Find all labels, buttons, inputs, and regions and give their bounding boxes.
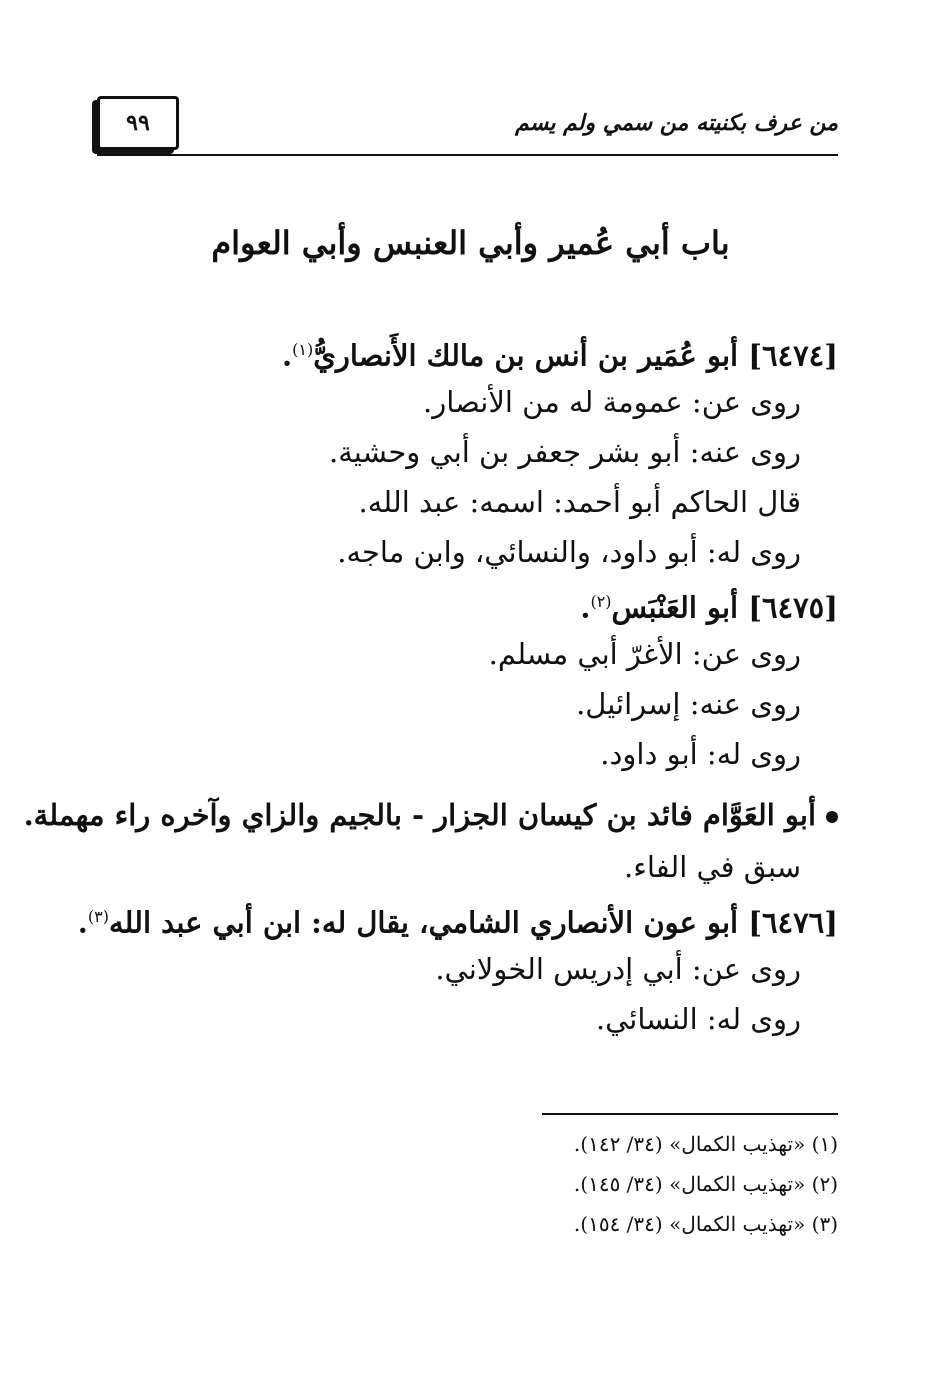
entry-line: روى له: النسائي. [595, 1002, 801, 1036]
entry-heading [580, 582, 838, 628]
entry-heading [78, 897, 838, 943]
entry-number: [٦٤٧٤] [748, 338, 838, 373]
page-number: ٩٩ [97, 96, 179, 150]
footnote-ref: (١) [292, 340, 314, 359]
entry-name: أبو العَنْبَس [611, 590, 739, 625]
bullet-entry [24, 795, 838, 835]
running-title: من عرف بكنيته من سمي ولم يسم [515, 110, 838, 136]
bullet-icon [826, 811, 838, 823]
footnote: (١) «تهذيب الكمال» (٣٤/ ١٤٢). [573, 1132, 838, 1156]
entry-line: روى عن: أبي إدريس الخولاني. [435, 952, 801, 986]
entry-line: قال الحاكم أبو أحمد: اسمه: عبد الله. [358, 485, 801, 519]
footnote-ref: (٢) [590, 592, 612, 611]
footnote-rule [542, 1113, 838, 1115]
footnote: (٢) «تهذيب الكمال» (٣٤/ ١٤٥). [573, 1172, 838, 1196]
entry-line: روى عنه: أبو بشر جعفر بن أبي وحشية. [328, 435, 801, 469]
entry-end: . [580, 590, 591, 625]
entry-end: . [77, 905, 88, 940]
entry-line: روى عن: الأغرّ أبي مسلم. [488, 637, 801, 671]
chapter-title: باب أبي عُمير وأبي العنبس وأبي العوام [211, 224, 730, 262]
entry-heading [282, 330, 838, 376]
entry-line: روى عنه: إسرائيل. [576, 687, 801, 721]
entry-line: روى عن: عمومة له من الأنصار. [423, 385, 801, 419]
bullet-entry-note: سبق في الفاء. [624, 850, 801, 884]
entry-number: [٦٤٧٥] [748, 590, 838, 625]
footnote-ref: (٣) [87, 907, 109, 926]
footnote: (٣) «تهذيب الكمال» (٣٤/ ١٥٤). [573, 1212, 838, 1236]
entry-name: أبو عُمَير بن أنس بن مالك الأَنصاريُّ [313, 338, 739, 373]
entry-end: . [282, 338, 293, 373]
entry-number: [٦٤٧٦] [748, 905, 838, 940]
entry-line: روى له: أبو داود، والنسائي، وابن ماجه. [337, 535, 801, 569]
entry-name: أبو عون الأنصاري الشامي، يقال له: ابن أبي عبد الله [108, 905, 739, 940]
bullet-entry-text: أبو العَوَّام فائد بن كيسان الجزار - بالجيم والزاي وآخره راء مهملة. [23, 798, 816, 832]
page-header [97, 96, 838, 156]
entry-line: روى له: أبو داود. [600, 737, 801, 771]
